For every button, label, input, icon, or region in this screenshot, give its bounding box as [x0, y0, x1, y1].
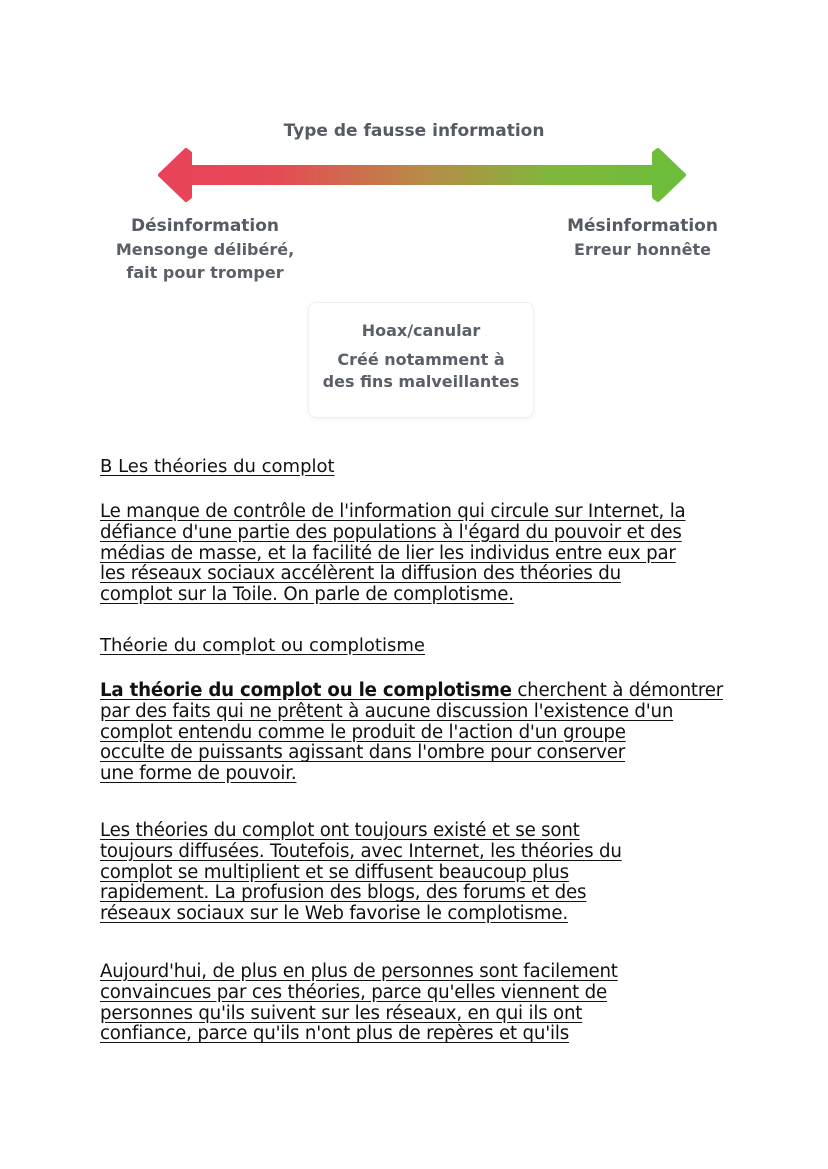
today-line: confiance, parce qu'ils n'ont plus de repères et qu'ils	[100, 1023, 569, 1045]
history-line: complot se multiplient et se diffusent beaucoup plus	[100, 861, 569, 883]
history-line: Les théories du complot ont toujours existé et se sont	[100, 820, 580, 841]
definition-line	[100, 681, 740, 702]
today-line: convaincues par ces théories, parce qu'elles viennent de	[100, 981, 608, 1003]
hoax-title: Hoax/canular	[361, 321, 481, 340]
today-paragraph	[100, 962, 740, 1045]
hoax-desc	[309, 349, 533, 393]
history-line: toujours diffusées. Toutefois, avec Internet, les théories du	[100, 840, 622, 862]
definition-paragraph	[100, 681, 740, 785]
subheading: Théorie du complot ou complotisme	[100, 635, 425, 656]
disinformation-title: Désinformation	[130, 216, 280, 236]
today-line: Aujourd'hui, de plus en plus de personnes sont facilement	[100, 961, 618, 982]
intro-paragraph	[100, 502, 740, 606]
disinformation-desc-line2: fait pour tromper	[126, 263, 284, 282]
diagram-title: Type de fausse information	[283, 121, 545, 141]
disinformation-label-group	[100, 215, 310, 284]
today-line: personnes qu'ils suivent sur les réseaux, en qui ils ont	[100, 1002, 583, 1024]
definition-line: une forme de pouvoir.	[100, 763, 297, 785]
hoax-card	[308, 302, 534, 418]
definition-line: occulte de puissants agissant dans l'ombre pour conserver	[100, 742, 625, 764]
definition-term: La théorie du complot ou le complotisme	[100, 680, 512, 701]
intro-line: défiance d'une partie des populations à l'égard du pouvoir et des	[100, 521, 682, 543]
misinformation-title: Mésinformation	[567, 216, 718, 236]
intro-line: médias de masse, et la facilité de lier les individus entre eux par	[100, 542, 676, 564]
definition-line: par des faits qui ne prêtent à aucune discussion l'existence d'un	[100, 700, 674, 722]
history-line: rapidement. La profusion des blogs, des forums et des	[100, 882, 587, 904]
intro-line: complot sur la Toile. On parle de complotisme.	[100, 584, 514, 606]
definition-line: complot entendu comme le produit de l'action d'un groupe	[100, 721, 626, 743]
misinformation-desc: Erreur honnête	[574, 240, 711, 259]
hoax-desc-line2: des fins malveillantes	[322, 372, 520, 391]
section-heading: B Les théories du complot	[100, 456, 335, 477]
hoax-desc-line1: Créé notamment à	[337, 350, 505, 369]
misinformation-diagram	[0, 0, 828, 430]
history-paragraph	[100, 821, 740, 925]
intro-line: les réseaux sociaux accélèrent la diffusion des théories du	[100, 563, 621, 585]
disinformation-desc-line1: Mensonge délibéré,	[115, 240, 295, 259]
history-line: réseaux sociaux sur le Web favorise le complotisme.	[100, 903, 568, 925]
intro-line: Le manque de contrôle de l'information qui circule sur Internet, la	[100, 501, 686, 522]
definition-rest: cherchent à démontrer	[511, 680, 723, 701]
misinformation-label-group	[560, 215, 725, 261]
double-arrow-icon	[156, 147, 688, 203]
